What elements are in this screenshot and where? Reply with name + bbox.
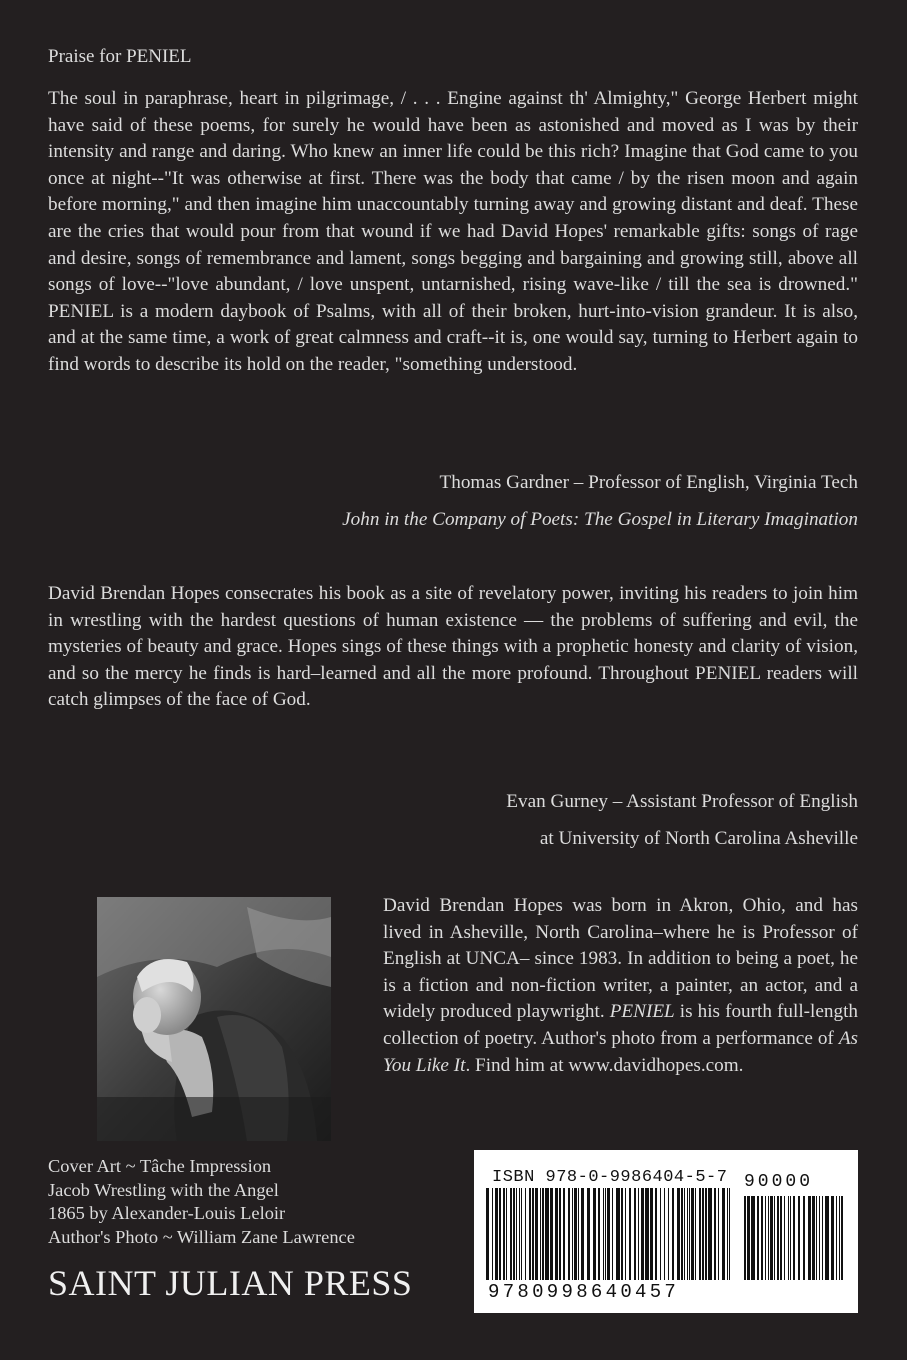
barcode-bar	[812, 1196, 815, 1280]
barcode-bar	[819, 1196, 820, 1280]
barcode-bar	[668, 1188, 669, 1280]
barcode-bar	[529, 1188, 531, 1280]
barcode-bar	[768, 1196, 769, 1280]
barcode-bar	[708, 1188, 712, 1280]
isbn-digits: 9780998640457	[488, 1281, 680, 1303]
barcode-bar	[550, 1188, 553, 1280]
barcode-bar	[751, 1196, 755, 1280]
barcode-bar	[714, 1188, 716, 1280]
barcode-bar	[521, 1188, 522, 1280]
barcode-bar	[841, 1196, 843, 1280]
barcode-bar	[687, 1188, 688, 1280]
barcode-bar	[545, 1188, 549, 1280]
barcode-bar	[729, 1188, 730, 1280]
credit-line-4: Author's Photo ~ William Zane Lawrence	[48, 1226, 355, 1247]
praise-title: Praise for PENIEL	[48, 46, 192, 67]
attribution-1-name: Thomas Gardner – Professor of English, Virginia Tech	[439, 472, 858, 493]
barcode-bar	[808, 1196, 811, 1280]
barcode-bar	[625, 1188, 626, 1280]
barcode-bar	[641, 1188, 644, 1280]
barcode-bar	[761, 1196, 763, 1280]
barcode-bar	[744, 1196, 746, 1280]
barcode-bar	[788, 1196, 789, 1280]
author-bio	[383, 893, 858, 1079]
bio-text-3: . Find him at www.davidhopes.com.	[465, 1054, 744, 1076]
bio-book-title: PENIEL	[609, 1001, 675, 1023]
attribution-1-book: John in the Company of Poets: The Gospel in Literary Imagination	[342, 509, 858, 530]
barcode-bar	[555, 1188, 558, 1280]
barcode-bar	[757, 1196, 759, 1280]
barcode-bar	[770, 1196, 773, 1280]
barcode-bar	[510, 1188, 512, 1280]
price-barcode-bars	[742, 1196, 848, 1280]
barcode-bar	[516, 1188, 517, 1280]
barcode-bar	[718, 1188, 719, 1280]
barcode-bar	[831, 1196, 834, 1280]
attribution-2-affiliation: at University of North Carolina Asheville	[539, 828, 858, 849]
publisher-name: SAINT JULIAN PRESS	[48, 1263, 413, 1303]
praise-paragraph-1: The soul in paraphrase, heart in pilgrimage, / . . . Engine against th' Almighty," George Herbert might have said of these poems, for surely he would have been as astonished and moved as I was by their intensity and range and daring. Who knew an inner life could be this rich? Imagine that God came to you once at night--"It was otherwise at first. There was the body that came / by the risen moon and again before morning," and then imagine him unaccountably turning away and growing distant and deaf. These are the cries that would pour from that wound if we had David Hopes' remarkable gifts: songs of rage and desire, songs of remembrance and lament, songs begging and bargaining and growing still, above all songs of love--"love abundant, / love unspent, untarnished, rising wave-like / till the sea is drowned." PENIEL is a modern daybook of Psalms, with all of their broken, hurt-into-vision grandeur. It is also, and at the same time, a work of great calmness and craft--it is, one would say, turning to Herbert again to find words to describe its hold on the reader, "something understood.	[48, 88, 858, 375]
isbn-barcode	[474, 1150, 858, 1313]
barcode-bar	[784, 1196, 785, 1280]
barcode-bar	[499, 1188, 501, 1280]
barcode-bar	[836, 1196, 837, 1280]
barcode-bar	[664, 1188, 665, 1280]
barcode-bar	[574, 1188, 577, 1280]
bio-text-1: David Brendan Hopes was born in Akron, Ohio, and has lived in Asheville, North Carolina–where he is Professor of English at UNCA– since 1983. In addition to being a poet, he is a fiction and non-fiction writer, a painter, an actor, and a widely produced playwright.	[383, 895, 858, 1023]
barcode-bar	[681, 1188, 683, 1280]
barcode-bar	[638, 1188, 639, 1280]
barcode-bar	[572, 1188, 573, 1280]
barcode-bar	[702, 1188, 704, 1280]
barcode-bar	[655, 1188, 657, 1280]
barcode-bar	[705, 1188, 707, 1280]
author-photo-illustration	[97, 897, 331, 1141]
barcode-bar	[803, 1196, 805, 1280]
barcode-bar	[568, 1188, 570, 1280]
barcode-bar	[793, 1196, 795, 1280]
barcode-bar	[492, 1188, 493, 1280]
barcode-bar	[605, 1188, 606, 1280]
barcode-bar	[774, 1196, 775, 1280]
barcode-bar	[677, 1188, 680, 1280]
barcode-bar	[777, 1196, 779, 1280]
barcode-bar	[839, 1196, 840, 1280]
barcode-bar	[765, 1196, 766, 1280]
barcode-bar	[559, 1188, 561, 1280]
barcode-bar	[593, 1188, 596, 1280]
barcode-bar	[607, 1188, 610, 1280]
barcode-bar	[621, 1188, 623, 1280]
barcode-bar	[603, 1188, 604, 1280]
barcode-bar	[822, 1196, 823, 1280]
barcode-bar	[689, 1188, 690, 1280]
barcode-bar	[722, 1188, 725, 1280]
barcode-bar	[699, 1188, 701, 1280]
barcode-bar	[540, 1188, 541, 1280]
barcode-bar	[660, 1188, 661, 1280]
barcode-bar	[598, 1188, 600, 1280]
barcode-bar	[650, 1188, 653, 1280]
barcode-bar	[503, 1188, 505, 1280]
barcode-bar	[790, 1196, 791, 1280]
barcode-bar	[563, 1188, 565, 1280]
praise-paragraph-2: David Brendan Hopes consecrates his book as a site of revelatory power, inviting his readers to join him in wrestling with the hardest questions of human existence — the problems of suffering and evil, the mysteries of beauty and grace. Hopes sings of these things with a prophetic honesty and clarity of vision, and so the mercy he finds is hard–learned and all the more profound. Throughout PENIEL readers will catch glimpses of the face of God.	[48, 583, 858, 711]
bio-text-2: is his fourth full-length collection of poetry. Author's photo from a performance of	[383, 1001, 859, 1049]
barcode-bar	[486, 1188, 489, 1280]
barcode-bar	[542, 1188, 544, 1280]
barcode-bar	[578, 1188, 579, 1280]
barcode-bar	[581, 1188, 584, 1280]
barcode-bar	[645, 1188, 649, 1280]
credit-line-3: 1865 by Alexander-Louis Leloir	[48, 1203, 286, 1223]
bio-play-title: As You Like It	[383, 1027, 858, 1076]
price-code: 90000	[744, 1172, 814, 1192]
barcode-bar	[519, 1188, 520, 1280]
barcode-bar	[506, 1188, 507, 1280]
barcode-bar	[629, 1188, 631, 1280]
barcode-bar	[616, 1188, 620, 1280]
barcode-bar	[816, 1196, 817, 1280]
barcode-bar	[684, 1188, 685, 1280]
attribution-2-name: Evan Gurney – Assistant Professor of English	[506, 791, 858, 812]
barcode-bar	[612, 1188, 613, 1280]
isbn-label: ISBN 978-0-9986404-5-7	[492, 1168, 728, 1187]
credit-line-2: Jacob Wrestling with the Angel	[48, 1179, 279, 1200]
barcode-bar	[691, 1188, 694, 1280]
barcode-bar	[495, 1188, 498, 1280]
credit-line-1: Cover Art ~ Tâche Impression	[48, 1156, 272, 1176]
barcode-bars	[484, 1188, 734, 1280]
barcode-bar	[727, 1188, 728, 1280]
barcode-bar	[747, 1196, 750, 1280]
barcode-bar	[798, 1196, 800, 1280]
barcode-bar	[535, 1188, 538, 1280]
barcode-bar	[825, 1196, 829, 1280]
barcode-bar	[780, 1196, 782, 1280]
barcode-bar	[695, 1188, 696, 1280]
cover-credits	[48, 1155, 355, 1249]
barcode-bar	[634, 1188, 636, 1280]
barcode-bar	[513, 1188, 515, 1280]
barcode-bar	[672, 1188, 674, 1280]
author-photo	[97, 897, 331, 1141]
barcode-bar	[525, 1188, 526, 1280]
barcode-bar	[532, 1188, 534, 1280]
barcode-bar	[587, 1188, 590, 1280]
